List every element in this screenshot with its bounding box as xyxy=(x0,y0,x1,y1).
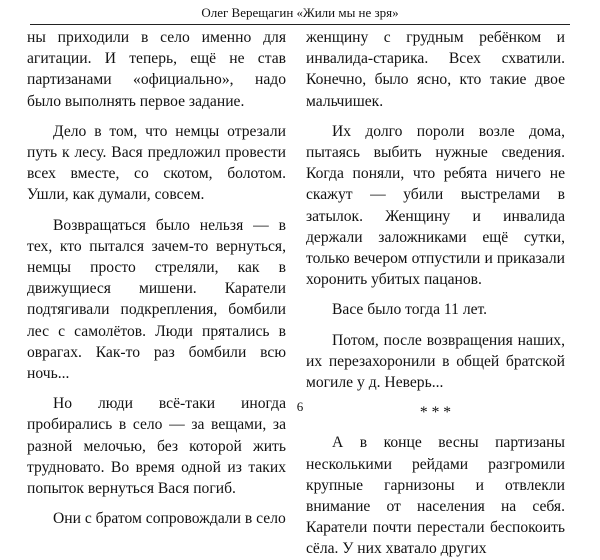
paragraph: Но люди всё-таки иногда пробирались в село — за вещами, за разной мелочью, без которой жить трудновато. Во время одной из таких попыток вернуться Вася погиб. xyxy=(27,395,286,498)
paragraph: Потом, после возвращения наших, их перезахоронили в общей братской могиле у д. Неверь... xyxy=(306,331,565,392)
paragraph: А в конце весны партизаны несколькими рейдами разгромили крупные гарнизоны и отвлекли внимание от населения на себя. Каратели почти перестали беспокоить сёла. У них хватало других xyxy=(306,434,565,558)
paragraph: женщину с грудным ребёнком и инвалида-старика. Всех схватили. Конечно, было ясно, кто такие двое мальчишек. xyxy=(306,29,565,110)
left-column xyxy=(27,27,286,529)
page-number: 6 xyxy=(296,399,304,414)
section-separator: * * * xyxy=(419,404,452,422)
paragraph: Они с братом сопровождали в село xyxy=(53,510,286,528)
paragraph: Васе было тогда 11 лет. xyxy=(332,301,488,319)
paragraph: Возвращаться было нельзя — в тех, кто пытался зачем-то вернуться, немцы просто стреляли, как в движущиеся мишени. Каратели подтягивали подкрепления, бомбили лес с самолётов. Люди прятались в оврагах. Как-то раз бомбили всю ночь... xyxy=(27,216,286,383)
right-column xyxy=(306,27,565,560)
paragraph: ны приходили в село именно для агитации. И теперь, ещё не став партизанами «официально», надо было выполнять первое задание. xyxy=(27,29,286,110)
running-header: Олег Верещагин «Жили мы не зря» xyxy=(201,5,399,20)
paragraph: Их долго пороли возле дома, пытаясь выбить нужные сведения. Когда поняли, что ребята ничего не скажут — убили выстрелами в затылок. Женщину и инвалида держали заложниками ещё сутки, только вечером отпустили и приказали хоронить убитых пацанов. xyxy=(306,122,565,289)
paragraph: Дело в том, что немцы отрезали путь к лесу. Вася предложил провести всех вместе, со скотом, болотом. Ушли, как думали, совсем. xyxy=(27,122,286,204)
header-rule xyxy=(30,24,570,25)
